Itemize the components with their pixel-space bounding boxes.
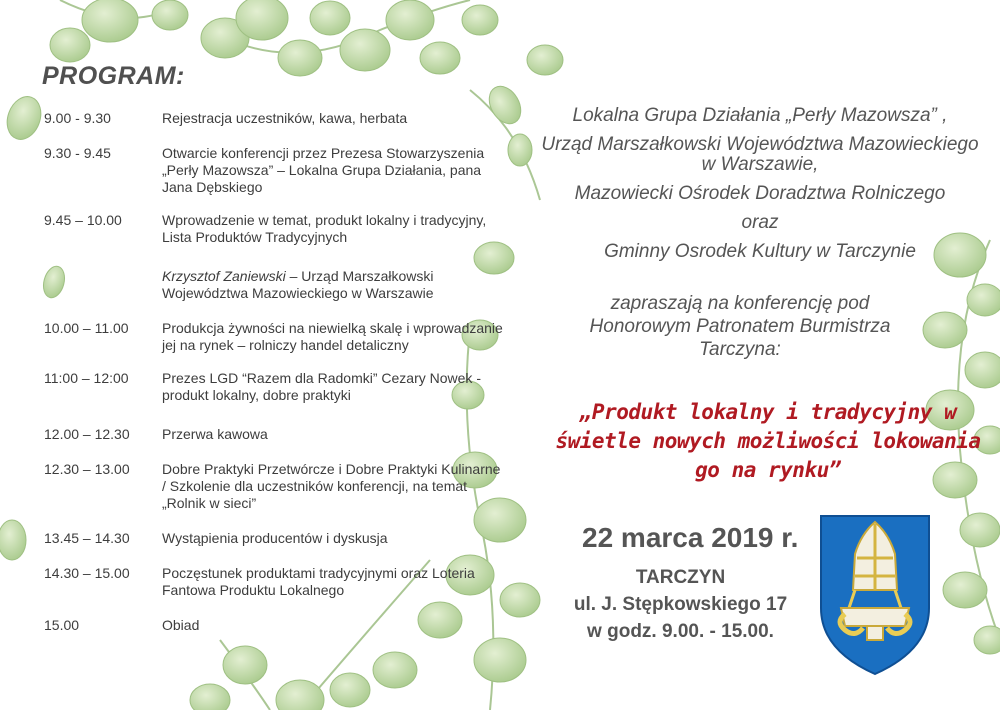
- program-heading: PROGRAM:: [42, 62, 185, 90]
- schedule-time: 14.30 – 15.00: [44, 565, 130, 581]
- location-hours: w godz. 9.00. - 15.00.: [587, 621, 774, 642]
- location-town: TARCZYN: [635, 567, 726, 588]
- schedule-time: 12.00 – 12.30: [44, 426, 130, 442]
- schedule-row: [44, 617, 504, 634]
- schedule-time: 9.00 - 9.30: [44, 110, 111, 126]
- event-title: „Produkt lokalny i tradycyjny w świetle nowych możliwości lokowania go na rynku”: [555, 400, 981, 482]
- schedule-time: 11:00 – 12:00: [44, 370, 129, 386]
- location-street: ul. J. Stępkowskiego 17: [573, 594, 788, 615]
- schedule-time: 9.45 – 10.00: [44, 212, 122, 228]
- organizer: Lokalna Grupa Działania „Perły Mazowsza” ,: [572, 105, 948, 126]
- schedule-row: [44, 320, 504, 354]
- invitation-text: zapraszają na konferencję pod Honorowym Patronatem Burmistrza Tarczyna:: [589, 293, 891, 360]
- schedule-description: Obiad: [162, 617, 200, 633]
- schedule-time: [44, 268, 162, 302]
- event-location: [548, 564, 813, 645]
- organizer-conjunction: oraz: [741, 212, 779, 233]
- schedule-description: Rejestracja uczestników, kawa, herbata: [162, 110, 408, 126]
- schedule-row: [44, 110, 504, 127]
- schedule-row: [44, 370, 504, 404]
- schedule-row: [44, 530, 504, 547]
- schedule-description: Otwarcie konferencji przez Prezesa Stowarzyszenia „Perły Mazowsza” – Lokalna Grupa Działania, pana Jana Dębskiego: [162, 145, 485, 195]
- program-schedule: [44, 110, 504, 634]
- schedule-description: Wprowadzenie w temat, produkt lokalny i tradycyjny, Lista Produktów Tradycyjnych: [162, 212, 487, 245]
- speaker-name: Krzysztof Zaniewski: [162, 268, 286, 284]
- organizers-list: [535, 106, 985, 271]
- schedule-row: [44, 461, 504, 512]
- schedule-time: 9.30 - 9.45: [44, 145, 111, 161]
- schedule-description: Przerwa kawowa: [162, 426, 268, 442]
- schedule-time: 15.00: [44, 617, 80, 633]
- schedule-row: [44, 212, 504, 246]
- schedule-description: Poczęstunek produktami tradycyjnymi oraz Loteria Fantowa Produktu Lokalnego: [162, 565, 475, 598]
- schedule-row: [44, 426, 504, 443]
- schedule-description: Wystąpienia producentów i dyskusja: [162, 530, 388, 546]
- schedule-row: [44, 268, 504, 302]
- schedule-description: Produkcja żywności na niewielką skalę i wprowadzanie jej na rynek – rolniczy handel detaliczny: [162, 320, 503, 353]
- organizer: Mazowiecki Ośrodek Doradztwa Rolniczego: [574, 183, 946, 204]
- schedule-time: 10.00 – 11.00: [44, 320, 129, 336]
- speaker-affiliation: – Urząd Marszałkowski Województwa Mazowieckiego w Warszawie: [162, 268, 434, 301]
- schedule-row: [44, 565, 504, 599]
- schedule-time: 12.30 – 13.00: [44, 461, 130, 477]
- schedule-row: [44, 145, 504, 196]
- schedule-description: Dobre Praktyki Przetwórcze i Dobre Praktyki Kulinarne / Szkolenie dla uczestników konferencji, na temat „Rolnik w sieci”: [162, 461, 501, 511]
- schedule-time: 13.45 – 14.30: [44, 530, 130, 546]
- schedule-description: [162, 268, 504, 302]
- organizer: Urząd Marszałkowski Województwa Mazowieckiego w Warszawie,: [541, 134, 979, 175]
- tarczyn-coat-of-arms-icon: [815, 510, 935, 678]
- organizer: Gminny Osrodek Kultury w Tarczynie: [604, 241, 916, 262]
- event-date: 22 marca 2019 r.: [582, 522, 799, 553]
- schedule-description: Prezes LGD “Razem dla Radomki” Cezary Nowek - produkt lokalny, dobre praktyki: [162, 370, 481, 403]
